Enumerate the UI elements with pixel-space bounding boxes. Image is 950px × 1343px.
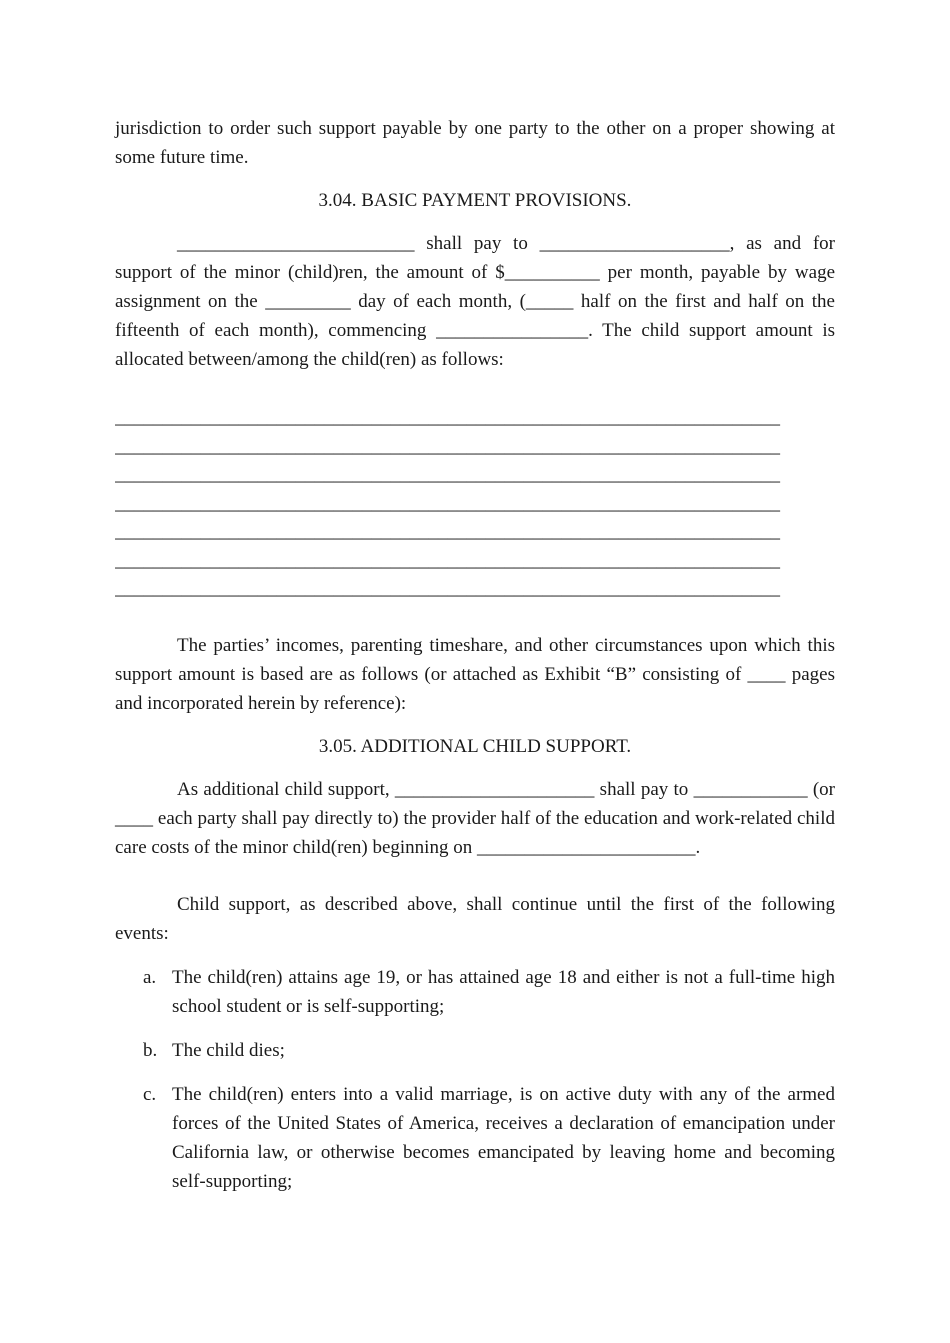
blank-line: ______________________________________________________________________: [115, 521, 780, 542]
list-marker: b.: [143, 1039, 158, 1061]
list-item: [115, 1036, 835, 1065]
blank-line: ______________________________________________________________________: [115, 549, 780, 571]
list-marker: a.: [143, 966, 157, 988]
list-item: [115, 963, 835, 1021]
continuation-paragraph: Child support, as described above, shall continue until the first of the following events:: [115, 893, 835, 944]
section-305-heading: 3.05. ADDITIONAL CHILD SUPPORT.: [318, 735, 632, 757]
list-item-text: The child(ren) attains age 19, or has attained age 18 and either is not a full-time high school student or is self-supporting;: [172, 966, 835, 1017]
section-304-heading: 3.04. BASIC PAYMENT PROVISIONS.: [318, 190, 632, 211]
additional-support-paragraph: As additional child support, _____________________ shall pay to ____________ (or ____ each party shall pay directly to) the provider half of the education and work-related child care costs of the minor child(ren) beginning on _______________________.: [115, 778, 835, 858]
blank-line: ______________________________________________________________________: [115, 578, 780, 599]
blank-line: ______________________________________________________________________: [115, 407, 780, 428]
basic-payment-paragraph: _________________________ shall pay to ____________________, as and for support of the minor (child)ren, the amount of $__________ per month, payable by wage assignment on the _________ day of each month, (_____ half on the first and half on the fifteenth of each month), commencing ________________. The child support amount is allocated between/among the child(ren) as follows:: [115, 233, 835, 370]
termination-events-list: [115, 963, 835, 1196]
list-marker: c.: [143, 1083, 157, 1105]
allocation-blank-lines: [115, 403, 835, 603]
intro-paragraph: jurisdiction to order such support payable by one party to the other on a proper showing at some future time.: [115, 118, 835, 168]
blank-line: ______________________________________________________________________: [115, 435, 780, 457]
list-item-text: The child(ren) enters into a valid marriage, is on active duty with any of the armed forces of the United States of America, receives a declaration of emancipation under California law, or otherwise becomes emancipated by leaving home and becoming self-supporting;: [172, 1083, 835, 1192]
list-item: [115, 1080, 835, 1196]
blank-line: ______________________________________________________________________: [115, 464, 780, 485]
blank-line: ______________________________________________________________________: [115, 492, 780, 514]
document-body: [115, 114, 835, 1211]
list-item-text: The child dies;: [172, 1039, 285, 1061]
incomes-paragraph: The parties’ incomes, parenting timeshare, and other circumstances upon which this support amount is based are as follows (or attached as Exhibit “B” consisting of ____ pages and incorporated herein by reference):: [115, 634, 835, 714]
